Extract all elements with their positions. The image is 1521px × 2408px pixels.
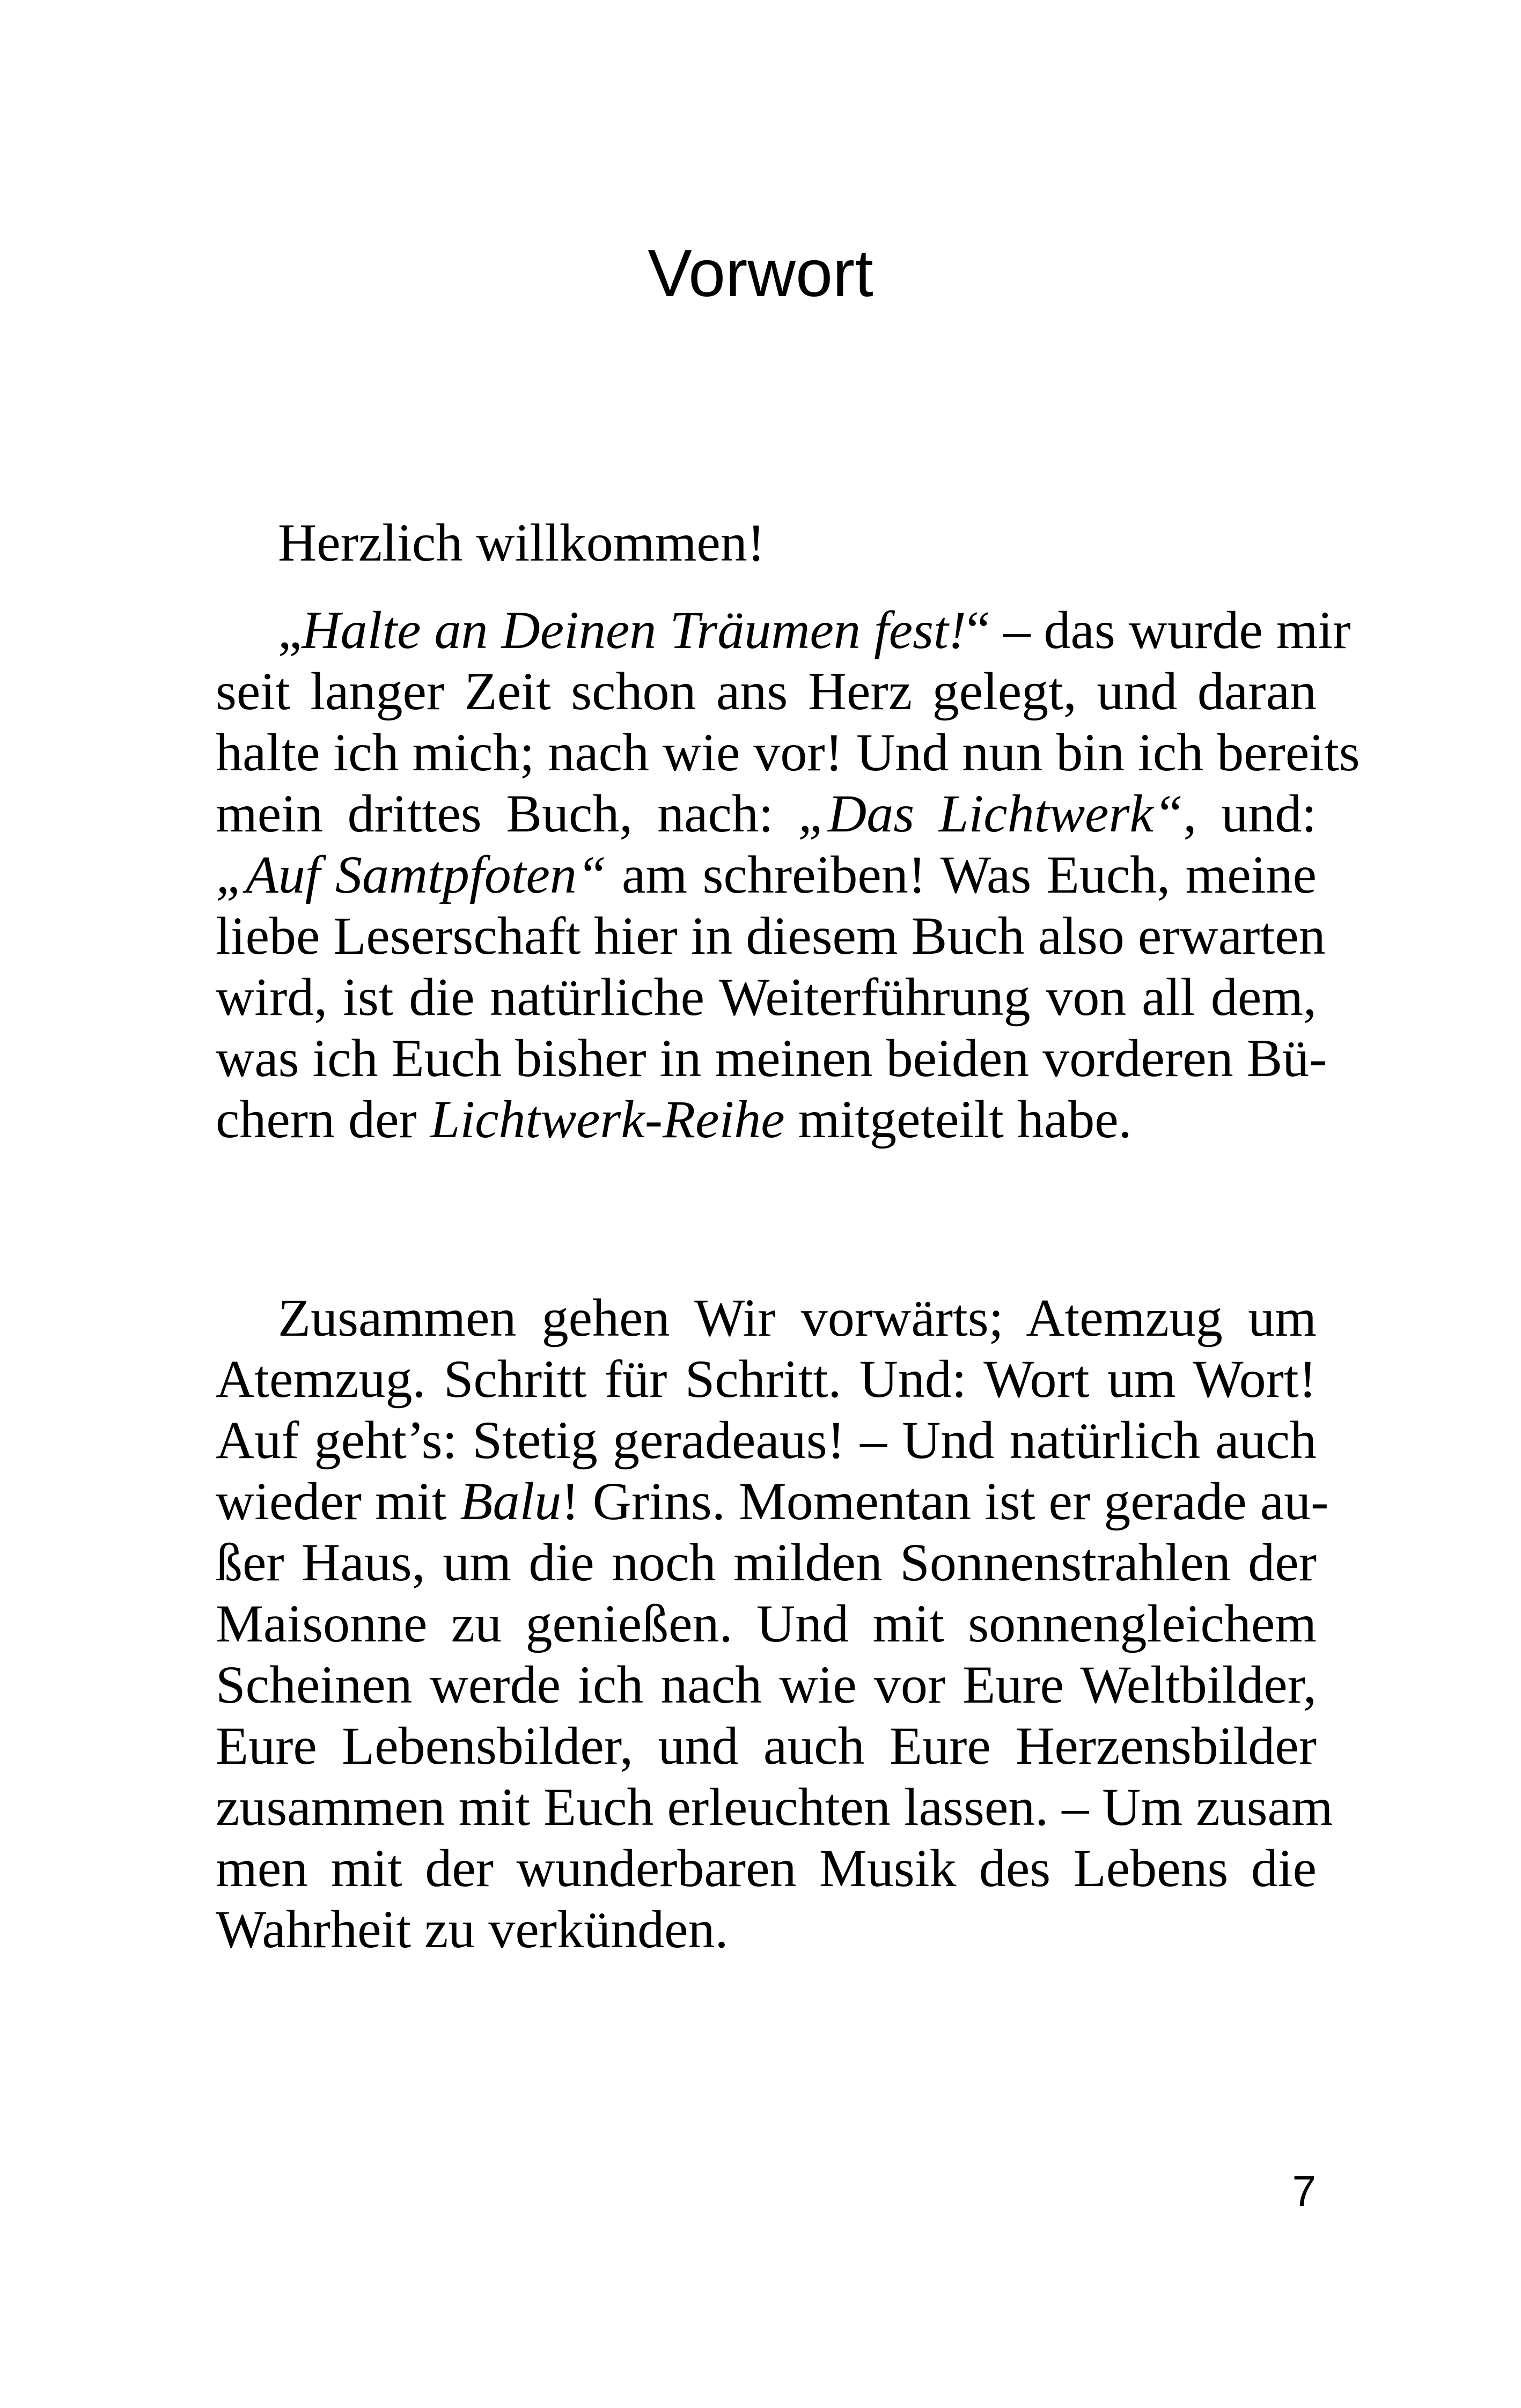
text-line <box>216 1410 1317 1471</box>
text-line <box>216 1028 1327 1089</box>
italic-text: Halte an Deinen Träumen fest! <box>302 600 967 660</box>
text-segment: Wahrheit zu verkünden. <box>216 1899 729 1959</box>
text-line <box>216 1089 1317 1150</box>
text-line <box>216 1532 1317 1593</box>
text-line <box>216 1287 1317 1349</box>
text-line <box>216 1654 1317 1715</box>
text-line <box>216 1838 1317 1899</box>
text-segment: , und: <box>1183 784 1317 843</box>
italic-text: Lichtwerk-Reihe <box>430 1089 785 1149</box>
text-segment: wird, ist die natürliche Weiterführung von all dem, <box>216 967 1317 1027</box>
text-segment: was ich Euch bisher in meinen beiden vorderen Bü- <box>216 1028 1327 1088</box>
text-segment: seit langer Zeit schon ans Herz gelegt, und daran <box>216 661 1317 721</box>
text-line <box>216 1715 1317 1777</box>
text-segment: am schreiben! Was Euch, meine <box>606 845 1317 904</box>
text-line <box>216 905 1326 967</box>
page-title: Vorwort <box>648 237 873 311</box>
text-segment: liebe Leserschaft hier in diesem Buch also erwarten <box>216 906 1326 966</box>
text-segment: ! Grins. Momentan ist er gerade au- <box>561 1471 1329 1531</box>
text-segment: Atemzug. Schritt für Schritt. Und: Wort um Wort! <box>216 1349 1317 1409</box>
text-line <box>216 1349 1317 1410</box>
italic-text: Balu <box>460 1471 562 1531</box>
text-line <box>216 844 1317 905</box>
text-line <box>216 1471 1329 1532</box>
text-segment: Maisonne zu genießen. Und mit sonnengleichem <box>216 1594 1317 1653</box>
text-segment: mitgeteilt habe. <box>784 1089 1132 1149</box>
text-segment: Eure Lebensbilder, und auch Eure Herzensbilder <box>216 1716 1317 1776</box>
text-line <box>216 783 1317 844</box>
text-segment: chern der <box>216 1089 430 1149</box>
text-line <box>216 1777 1333 1838</box>
text-line <box>216 1899 1317 1960</box>
greeting-paragraph <box>216 512 1317 573</box>
text-segment: Auf geht’s: Stetig geradeaus! – Und natürlich auch <box>216 1410 1317 1470</box>
greeting-line: Herzlich willkommen! <box>278 513 766 572</box>
text-segment: halte ich mich; nach wie vor! Und nun bin ich bereits <box>216 723 1360 782</box>
text-segment: Zusammen gehen Wir vorwärts; Atemzug um <box>278 1288 1317 1347</box>
text-segment: zusammen mit Euch erleuchten lassen. – Um zusam <box>216 1777 1333 1837</box>
text-line <box>216 722 1360 783</box>
text-segment: „ <box>278 600 302 660</box>
text-line <box>216 661 1317 722</box>
body-paragraph-2 <box>216 1287 1333 1960</box>
text-line <box>216 600 1351 661</box>
text-segment: Scheinen werde ich nach wie vor Eure Weltbilder, <box>216 1655 1317 1714</box>
page-number: 7 <box>1292 2167 1316 2215</box>
italic-text: „Auf Samtpfoten“ <box>216 845 607 904</box>
text-segment: wieder mit <box>216 1471 460 1531</box>
text-line <box>216 1593 1317 1654</box>
text-segment: ßer Haus, um die noch milden Sonnenstrahlen der <box>216 1533 1317 1592</box>
text-segment: mein drittes Buch, nach: <box>216 784 798 843</box>
italic-text: „Das Lichtwerk“ <box>798 784 1184 843</box>
text-line <box>216 967 1317 1028</box>
text-segment: men mit der wunderbaren Musik des Lebens die <box>216 1838 1317 1898</box>
text-segment: “ – das wurde mir <box>966 600 1351 660</box>
body-paragraph-1 <box>216 600 1360 1150</box>
